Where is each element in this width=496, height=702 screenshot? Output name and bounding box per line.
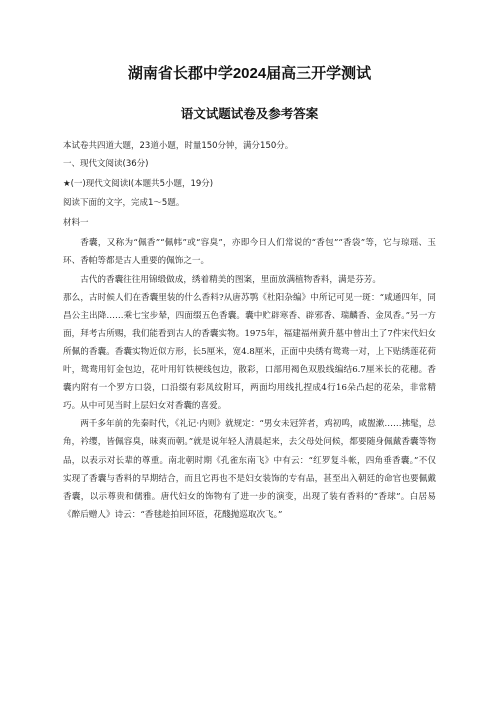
exam-note: 本试卷共四道大题，23道小题，时量150分钟，满分150分。 <box>63 141 294 151</box>
paragraph: 香囊，又称为“佩香”“佩帏”或“容臭”，亦即今日人们常说的“香包”“香袋”等，它与琼瑶、玉环、香帕等都是古人重要的佩饰之一。 <box>63 238 436 267</box>
material-label: 材料一 <box>63 217 89 228</box>
subsection-heading: ★(一)现代文阅读I(本题共5小题，19分) <box>63 178 214 189</box>
paragraph: 两千多年前的先秦时代，《礼记·内则》就规定：“男女未冠笄者，鸡初鸣，咸盥漱……拂髦，总角，衿缨，皆佩容臭，昧爽而朝。”就是说年轻人清晨起来，去父母处问候，都要随身佩戴香囊等物品，以表示对长辈的尊重。南北朝时期《孔雀东南飞》中有云：“红罗复斗帐，四角垂香囊。”不仅实现了香囊与香料的早期结合，而且它再也不是妇女装饰的专有品，甚至出入朝廷的命官也要佩戴香囊，以示尊贵和儒雅。唐代妇女的饰物有了进一步的演变，出现了装有香料的“香球”。白居易《醉后赠人》诗云：“香毬趁拍回环匼，花醆抛巡取次飞。” <box>63 419 436 520</box>
paragraph: 那么，古时候人们在香囊里装的什么香料?从唐苏鹗《杜阳杂编》中所记可见一斑：“咸通四年，同昌公主出降……乘七宝步辇，四面缀五色香囊。囊中贮辟寒香、辟邪香、瑞麟香、金凤香。”另一方面，拜考古所赐，我们能看到古人的香囊实物。1975年，福建福州黄升墓中曾出土了7件宋代妇女所佩的香囊。香囊实物近似方形，长5厘米，宽4.8厘米，正面中央绣有鸳鸯一对，上下贴绣莲花荷叶，鸳鸯用钉金包边，花叶用钉铁梗线包边，散彩，口部用褐色双股线编结6.7厘米长的花穗。香囊内附有一个罗方口袋，口沿缀有彩凤纹附耳，两面均用线扎捏成4行16朵凸起的花朵，非常精巧。从中可见当时上层妇女对香囊的喜爱。 <box>63 292 436 412</box>
section-heading: 一、现代文阅读(36分) <box>63 159 149 169</box>
paragraph: 古代的香囊往往用锦缎做成，绣着精美的图案，里面放满植物香料，满是芬芳。 <box>80 274 381 285</box>
document-subtitle: 语文试题试卷及参考答案 <box>180 106 319 121</box>
document-title: 湖南省长郡中学2024届高三开学测试 <box>127 65 372 82</box>
reading-instruction: 阅读下面的文字，完成1～5题。 <box>63 198 185 209</box>
